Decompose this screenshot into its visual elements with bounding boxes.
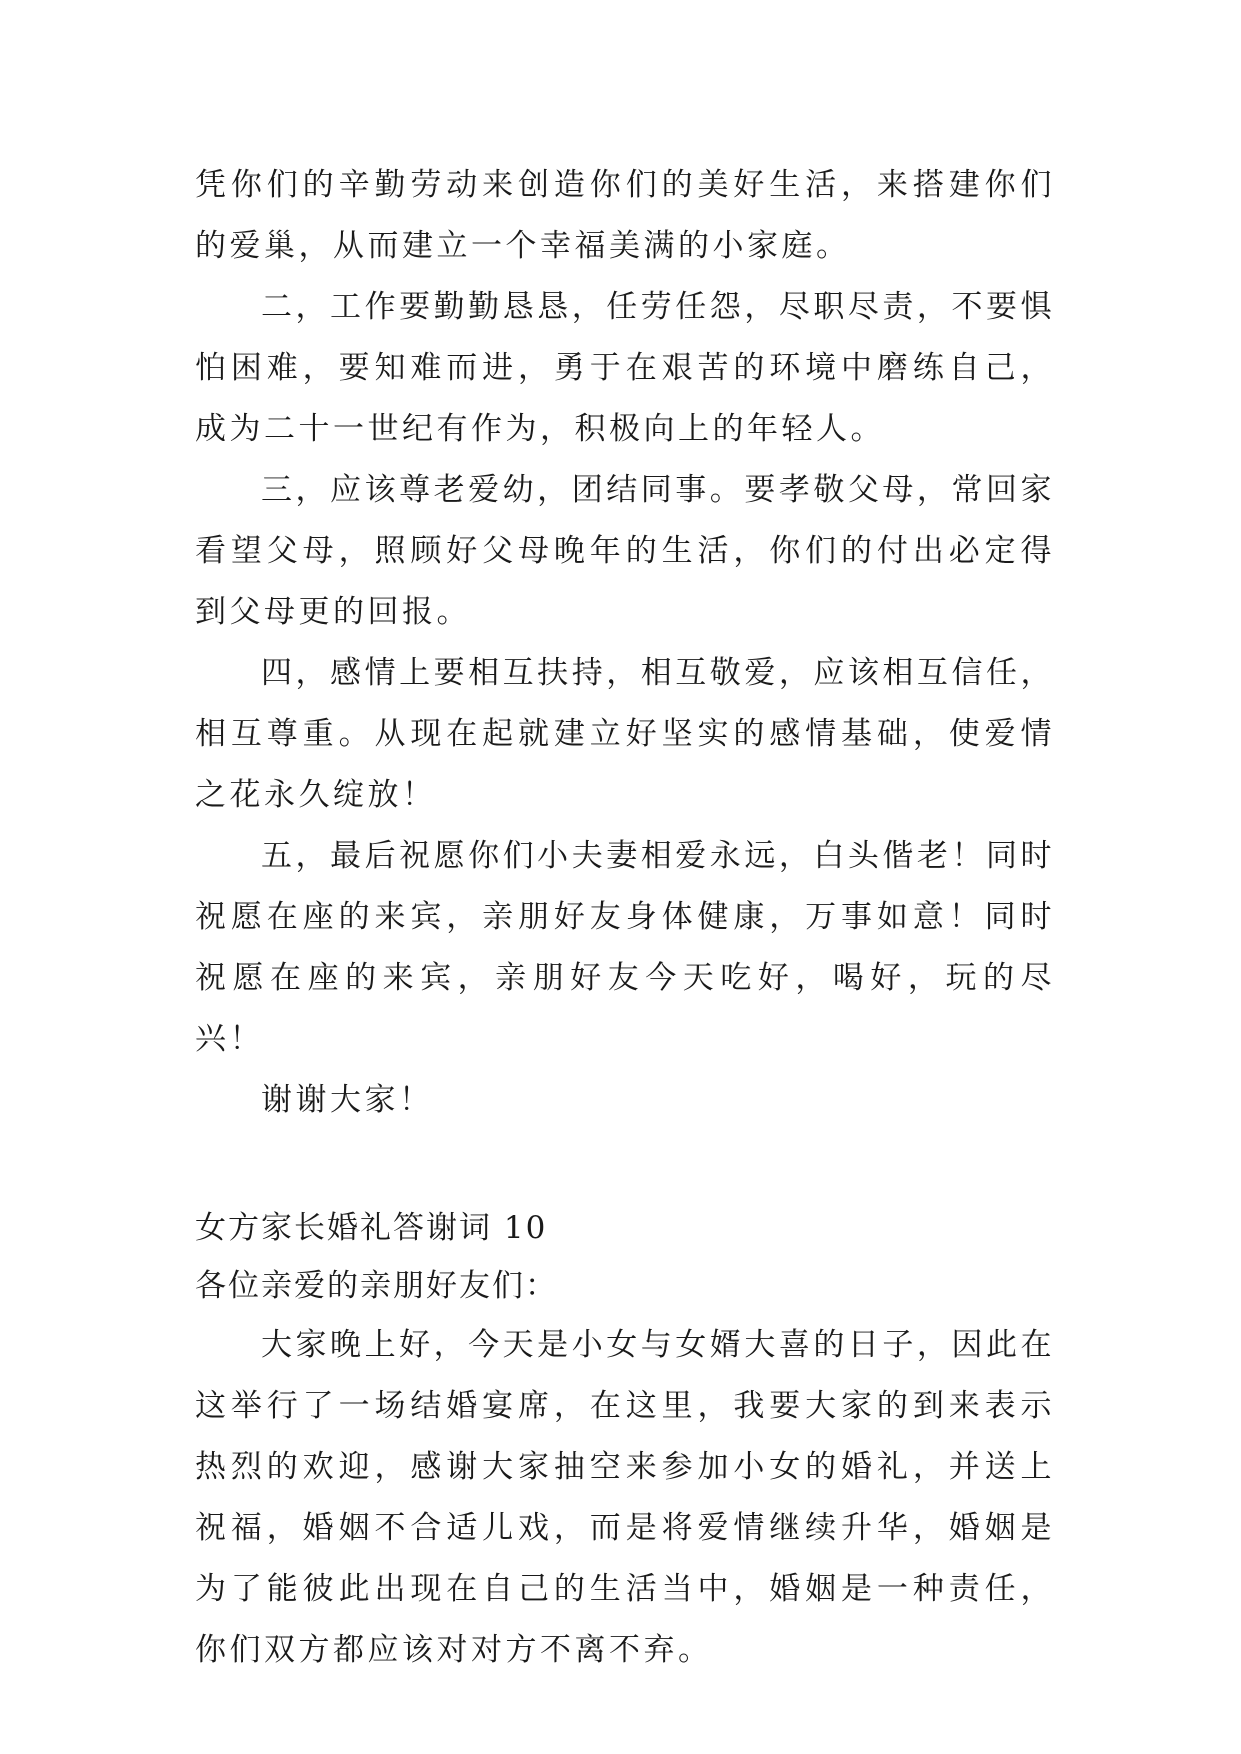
speech-salutation: 各位亲爱的亲朋好友们：	[195, 1268, 558, 1304]
paragraph-point-four: 四，感情上要相互扶持，相互敬爱，应该相互信任，相互尊重。从现在起就建立好坚实的感情基础，使爱情之花永久绽放！	[195, 655, 1055, 813]
paragraph-point-two: 二，工作要勤勤恳恳，任劳任怨，尽职尽责，不要惧怕困难，要知难而进，勇于在艰苦的环境中磨练自己，成为二十一世纪有作为，积极向上的年轻人。	[195, 289, 1055, 447]
speech-continuation	[195, 155, 1055, 1131]
speech-title: 女方家长婚礼答谢词 10	[195, 1210, 548, 1246]
document-page	[195, 155, 1055, 1681]
speech-ten	[195, 1199, 1055, 1681]
paragraph-thanks: 谢谢大家！	[261, 1082, 434, 1118]
paragraph-continuation: 凭你们的辛勤劳动来创造你们的美好生活，来搭建你们的爱巢，从而建立一个幸福美满的小家庭。	[195, 167, 1055, 264]
section-gap	[195, 1131, 1055, 1199]
paragraph-point-three: 三，应该尊老爱幼，团结同事。要孝敬父母，常回家看望父母，照顾好父母晚年的生活，你们的付出必定得到父母更的回报。	[195, 472, 1055, 630]
paragraph-opening: 大家晚上好，今天是小女与女婿大喜的日子，因此在这举行了一场结婚宴席，在这里，我要大家的到来表示热烈的欢迎，感谢大家抽空来参加小女的婚礼，并送上祝福，婚姻不合适儿戏，而是将爱情继续升华，婚姻是为了能彼此出现在自己的生活当中，婚姻是一种责任，你们双方都应该对对方不离不弃。	[195, 1327, 1055, 1668]
paragraph-point-five: 五，最后祝愿你们小夫妻相爱永远，白头偕老！同时祝愿在座的来宾，亲朋好友身体健康，万事如意！同时祝愿在座的来宾，亲朋好友今天吃好，喝好，玩的尽兴！	[195, 838, 1055, 1057]
